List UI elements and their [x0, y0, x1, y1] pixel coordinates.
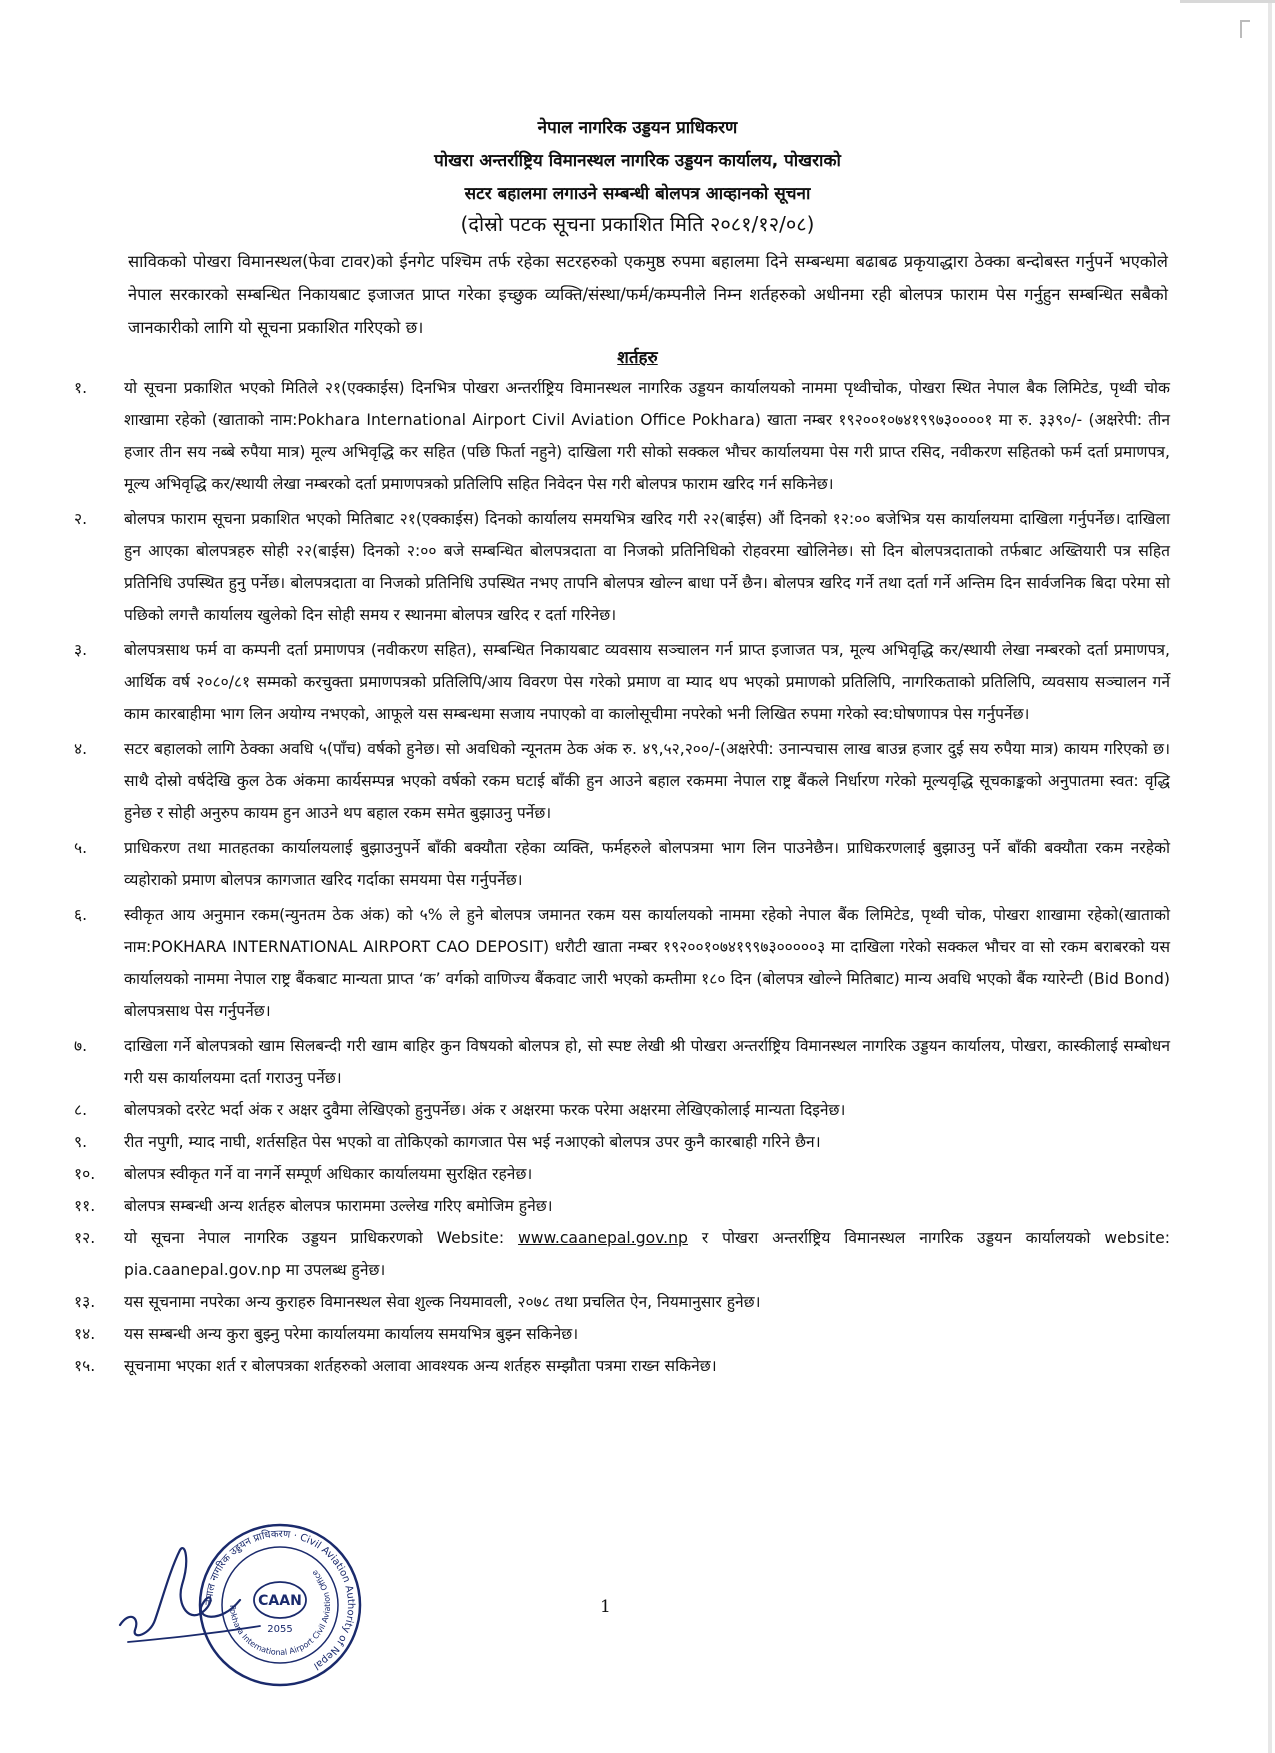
condition-text: बोलपत्र फाराम सूचना प्रकाशित भएको मितिबाट २१(एक्काईस) दिनको कार्यालय समयभित्र खरिद गरी २२(बाईस) औं दिनको १२:०० बजेभित्र यस कार्यालयमा दाखिला गर्नुपर्नेछ। दाखिला हुन आएका बोलपत्रहरु सोही २२(बाईस) दिनको २:०० बजे सम्बन्धित बोलपत्रदाता वा निजको प्रतिनिधिको रोहवरमा खोलिनेछ। सो दिन बोलपत्रदाताको तर्फबाट अख्तियारी पत्र सहित प्रतिनिधि उपस्थित हुनु पर्नेछ। बोलपत्रदाता वा निजको प्रतिनिधि उपस्थित नभए तापनि बोलपत्र खोल्न बाधा पर्ने छैन। बोलपत्र खरिद गर्ने तथा दर्ता गर्ने अन्तिम दिन सार्वजनिक बिदा परेमा सो पछिको लगत्तै कार्यालय खुलेको दिन सोही समय र स्थानमा बोलपत्र खरिद र दर्ता गरिनेछ।	[124, 510, 1170, 624]
condition-text: बोलपत्रसाथ फर्म वा कम्पनी दर्ता प्रमाणपत्र (नवीकरण सहित), सम्बन्धित निकायबाट व्यवसाय सञ्चालन गर्न प्राप्त इजाजत पत्र, मूल्य अभिवृद्धि कर/स्थायी लेखा नम्बरको दर्ता प्रमाणपत्र, आर्थिक वर्ष २०८०/८१ सम्मको करचुक्ता प्रमाणपत्रको प्रतिलिपि/आय विवरण पेस गरेको प्रमाण वा म्याद थप भएको प्रमाणको प्रतिलिपि, नागरिकताको प्रतिलिपि, व्यवसाय सञ्चालन गर्ने काम कारबाहीमा भाग लिन अयोग्य नभएको, आफूले यस सम्बन्धमा सजाय नपाएको वा कालोसूचीमा नपरेको भनी लिखित रुपमा गरेको स्व:घोषणापत्र पेस गर्नुपर्नेछ।	[124, 641, 1170, 723]
condition-number: ३.	[74, 641, 88, 659]
notice-title: सटर बहालमा लगाउने सम्बन्धी बोलपत्र आव्हानको सूचना	[464, 184, 811, 204]
caan-website-link[interactable]: www.caanepal.gov.np	[518, 1229, 688, 1247]
condition-number: ८.	[74, 1101, 88, 1119]
condition-item	[74, 1318, 1170, 1350]
condition-text: दाखिला गर्ने बोलपत्रको खाम सिलबन्दी गरी खाम बाहिर कुन विषयको बोलपत्र हो, सो स्पष्ट लेखी श्री पोखरा अन्तर्राष्ट्रिय विमानस्थल नागरिक उड्डयन कार्यालय, पोखरा, कास्कीलाई सम्बोधन गरी यस कार्यालयमा दर्ता गराउनु पर्नेछ।	[124, 1037, 1170, 1087]
condition-item	[74, 372, 1170, 500]
condition-item	[74, 503, 1170, 631]
seal-outer-text: नेपाल नागरिक उड्डयन प्राधिकरण · Civil Aviation Authority of Nepal	[203, 1528, 357, 1672]
condition-number: ५.	[74, 839, 88, 857]
condition-number: १३.	[74, 1293, 96, 1311]
condition-text-end: र पोखरा अन्तर्राष्ट्रिय विमानस्थल नागरिक उड्डयन कार्यालयको website: pia.caanepal.gov.np मा उपलब्ध हुनेछ।	[124, 1229, 1170, 1279]
publication-date: (दोस्रो पटक सूचना प्रकाशित मिति २०८१/१२/०८)	[460, 212, 815, 236]
condition-number: १०.	[74, 1165, 96, 1183]
condition-text: यस सम्बन्धी अन्य कुरा बुझ्नु परेमा कार्यालयमा कार्यालय समयभित्र बुझ्न सकिनेछ।	[124, 1325, 579, 1343]
condition-item	[74, 1190, 1170, 1222]
seal-logo-text: CAAN	[258, 1593, 302, 1609]
condition-item	[74, 1286, 1170, 1318]
condition-text-start: यो सूचना नेपाल नागरिक उड्डयन प्राधिकरणको Website:	[124, 1229, 519, 1247]
condition-item	[74, 634, 1170, 730]
condition-number: ७.	[74, 1037, 88, 1055]
condition-number: १५.	[74, 1357, 96, 1375]
condition-item	[74, 1222, 1170, 1286]
condition-text: सटर बहालको लागि ठेक्का अवधि ५(पाँच) वर्षको हुनेछ। सो अवधिको न्यूनतम ठेक अंक रु. ४९,५२,२००/-(अक्षरेपी: उनान्पचास लाख बाउन्न हजार दुई सय रुपैया मात्र) कायम गरिएको छ। साथै दोस्रो वर्षदेखि कुल ठेक अंकमा कार्यसम्पन्न भएको वर्षको रकम घटाई बाँकी हुन आउने बहाल रकममा नेपाल राष्ट्र बैंकले निर्धारण गरेको मूल्यवृद्धि सूचकाङ्कको अनुपातमा स्वत: वृद्धि हुनेछ र सोही अनुरुप कायम हुन आउने थप बहाल रकम समेत बुझाउनु पर्नेछ।	[124, 740, 1170, 822]
condition-number: ६.	[74, 906, 88, 924]
condition-text: यो सूचना प्रकाशित भएको मितिले २१(एक्काईस) दिनभित्र पोखरा अन्तर्राष्ट्रिय विमानस्थल नागरिक उड्डयन कार्यालयको नाममा पृथ्वीचोक, पोखरा स्थित नेपाल बैक लिमिटेड, पृथ्वी चोक शाखामा रहेको (खाताको नाम:Pokhara International Airport Civil Aviation Office Pokhara) खाता नम्बर १९२००१०७४१९९७३००००१ मा रु. ३३९०/- (अक्षरेपी: तीन हजार तीन सय नब्बे रुपैया मात्र) मूल्य अभिवृद्धि कर सहित (पछि फिर्ता नहुने) दाखिला गरी सोको सक्कल भौचर कार्यालयमा पेस गरी प्राप्त रसिद, नवीकरण सहितको फर्म दर्ता प्रमाणपत्र, मूल्य अभिवृद्धि कर/स्थायी लेखा नम्बरको दर्ता प्रमाणपत्रको प्रतिलिपि सहित निवेदन पेस गरी बोलपत्र फाराम खरिद गर्न सकिनेछ।	[124, 379, 1170, 493]
condition-number: २.	[74, 510, 88, 528]
condition-text: बोलपत्रको दररेट भर्दा अंक र अक्षर दुवैमा लेखिएको हुनुपर्नेछ। अंक र अक्षरमा फरक परेमा अक्षरमा लेखिएकोलाई मान्यता दिइनेछ।	[124, 1101, 846, 1119]
condition-number: ९.	[74, 1133, 88, 1151]
condition-number: ४.	[74, 740, 88, 758]
conditions-heading: शर्तहरु	[617, 348, 658, 368]
page-top-shadow	[1180, 0, 1275, 3]
seal-year: 2055	[267, 1624, 293, 1635]
authority-title: नेपाल नागरिक उड्डयन प्राधिकरण	[537, 118, 738, 138]
intro-paragraph: साविकको पोखरा विमानस्थल(फेवा टावर)को ईनगेट पश्चिम तर्फ रहेका सटरहरुको एकमुष्ठ रुपमा बहालमा दिने सम्बन्धमा बढाबढ प्रकृयाद्धारा ठेक्का बन्दोबस्त गर्नुपर्ने भएकोले नेपाल सरकारको सम्बन्धित निकायबाट इजाजत प्राप्त गरेका इच्छुक व्यक्ति/संस्था/फर्म/कम्पनीले निम्न शर्तहरुको अधीनमा रही बोलपत्र फाराम पेस गर्नुहुन सम्बन्धित सबैको जानकारीको लागि यो सूचना प्रकाशित गरिएको छ।	[128, 252, 1168, 337]
seal-inner-text: Pokhara International Airport Civil Aviation Office	[227, 1568, 333, 1658]
condition-text: यस सूचनामा नपरेका अन्य कुराहरु विमानस्थल सेवा शुल्क नियमावली, २०७८ तथा प्रचलित ऐन, नियमानुसार हुनेछ।	[124, 1293, 761, 1311]
condition-text: स्वीकृत आय अनुमान रकम(न्युनतम ठेक अंक) को ५% ले हुने बोलपत्र जमानत रकम यस कार्यालयको नाममा रहेको नेपाल बैंक लिमिटेड, पृथ्वी चोक, पोखरा शाखामा रहेको(खाताको नाम:POKHARA INTERNATIONAL AIRPORT CAO DEPOSIT) धरौटी खाता नम्बर १९२००१०७४१९९७३०००००३ मा दाखिला गरेको सक्कल भौचर वा सो रकम बराबरको यस कार्यालयको नाममा नेपाल राष्ट्र बैंकबाट मान्यता प्राप्त ‘क’ वर्गको वाणिज्य बैंकवाट जारी भएको कम्तीमा १८० दिन (बोलपत्र खोल्ने मितिबाट) मान्य अवधि भएको बैंक ग्यारेन्टी (Bid Bond) बोलपत्रसाथ पेस गर्नुपर्नेछ।	[124, 906, 1170, 1020]
condition-text	[124, 1222, 1170, 1286]
condition-text: बोलपत्र सम्बन्धी अन्य शर्तहरु बोलपत्र फाराममा उल्लेख गरिए बमोजिम हुनेछ।	[124, 1197, 553, 1215]
condition-item	[74, 1094, 1170, 1126]
page-number: 1	[600, 1597, 611, 1617]
condition-number: १४.	[74, 1325, 96, 1343]
condition-number: १.	[74, 379, 88, 397]
condition-item	[74, 1350, 1170, 1382]
condition-item	[74, 832, 1170, 896]
condition-item	[74, 899, 1170, 1027]
conditions-list	[74, 372, 1170, 1382]
condition-text: रीत नपुगी, म्याद नाघी, शर्तसहित पेस भएको वा तोकिएको कागजात पेस भई नआएको बोलपत्र उपर कुनै कारबाही गरिने छैन।	[124, 1133, 821, 1151]
condition-item	[74, 733, 1170, 829]
condition-text: बोलपत्र स्वीकृत गर्ने वा नगर्ने सम्पूर्ण अधिकार कार्यालयमा सुरक्षित रहनेछ।	[124, 1165, 533, 1183]
condition-item	[74, 1126, 1170, 1158]
page-edge-shadow	[1268, 0, 1272, 1753]
condition-item	[74, 1030, 1170, 1094]
condition-text: प्राधिकरण तथा मातहतका कार्यालयलाई बुझाउनुपर्ने बाँकी बक्यौता रहेका व्यक्ति, फर्महरुले बोलपत्रमा भाग लिन पाउनेछैन। प्राधिकरणलाई बुझाउनु पर्ने बाँकी बक्यौता रकम नरहेको व्यहोराको प्रमाण बोलपत्र कागजात खरिद गर्दाका समयमा पेस गर्नुपर्नेछ।	[124, 839, 1170, 889]
condition-number: ११.	[74, 1197, 96, 1215]
scan-corner-mark	[1240, 20, 1250, 38]
condition-text: सूचनामा भएका शर्त र बोलपत्रका शर्तहरुको अलावा आवश्यक अन्य शर्तहरु सम्झौता पत्रमा राख्न सकिनेछ।	[124, 1357, 717, 1375]
condition-item	[74, 1158, 1170, 1190]
office-title: पोखरा अन्तर्राष्ट्रिय विमानस्थल नागरिक उड्डयन कार्यालय, पोखराको	[434, 151, 841, 171]
condition-number: १२.	[74, 1229, 96, 1247]
official-seal-stamp	[195, 1520, 365, 1690]
